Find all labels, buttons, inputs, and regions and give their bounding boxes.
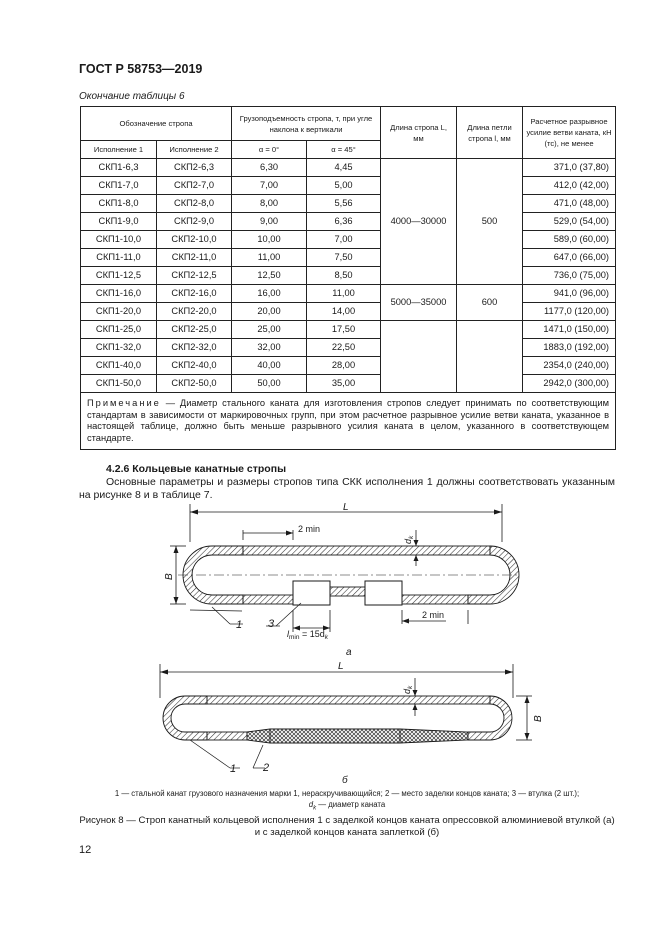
- table-row: [81, 357, 616, 375]
- cell-exec1: СКП1-10,0: [81, 231, 157, 249]
- cell-exec2: СКП2-8,0: [157, 195, 232, 213]
- slings-table: [80, 106, 616, 450]
- cell-angle45: 5,00: [307, 177, 381, 195]
- dim-dk-a: $d_k$: [403, 535, 415, 544]
- cell-angle0: 40,00: [232, 357, 307, 375]
- cell-angle0: 11,00: [232, 249, 307, 267]
- label-3: 3: [268, 618, 275, 630]
- cell-force: 2942,0 (300,00): [523, 375, 616, 393]
- cell-length-l: 600: [457, 285, 523, 321]
- header-designation: Обозначение стропа: [81, 107, 232, 141]
- cell-exec2: СКП2-40,0: [157, 357, 232, 375]
- cell-exec1: СКП1-20,0: [81, 303, 157, 321]
- cell-angle45: 28,00: [307, 357, 381, 375]
- cell-force: 1177,0 (120,00): [523, 303, 616, 321]
- table-row: [81, 159, 616, 177]
- dim-2min-lower: 2 min: [422, 610, 445, 620]
- cell-length-l: 500: [457, 159, 523, 285]
- cell-angle0: 50,00: [232, 375, 307, 393]
- cell-angle45: 22,50: [307, 339, 381, 357]
- header-exec1: Исполнение 1: [81, 141, 157, 159]
- dim-dk-b: $d_k$: [402, 685, 414, 694]
- table-row: [81, 375, 616, 393]
- cell-angle0: 25,00: [232, 321, 307, 339]
- cell-exec2: СКП2-50,0: [157, 375, 232, 393]
- label-1-b: 1: [230, 763, 237, 775]
- cell-exec2: СКП2-11,0: [157, 249, 232, 267]
- cell-angle45: 14,00: [307, 303, 381, 321]
- cell-exec2: СКП2-25,0: [157, 321, 232, 339]
- table-caption: Окончание таблицы 6: [79, 91, 185, 102]
- cell-exec1: СКП1-32,0: [81, 339, 157, 357]
- cell-exec2: СКП2-9,0: [157, 213, 232, 231]
- cell-angle0: 10,00: [232, 231, 307, 249]
- legend-dk: d: [308, 799, 314, 809]
- header-capacity: Грузоподъемность стропа, т, при угле наклона к вертикали: [232, 107, 381, 141]
- table-row: [81, 177, 616, 195]
- subfigure-a-label: а: [346, 647, 352, 658]
- cell-angle45: 7,00: [307, 231, 381, 249]
- cell-exec1: СКП1-25,0: [81, 321, 157, 339]
- note-label: Примечание: [87, 398, 161, 408]
- cell-exec2: СКП2-10,0: [157, 231, 232, 249]
- legend-line-2: [79, 800, 615, 814]
- cell-exec1: СКП1-6,3: [81, 159, 157, 177]
- cell-exec2: СКП2-32,0: [157, 339, 232, 357]
- cell-angle0: 8,00: [232, 195, 307, 213]
- standard-header: ГОСТ Р 58753—2019: [79, 62, 203, 76]
- table-row: [81, 231, 616, 249]
- cell-force: 529,0 (54,00): [523, 213, 616, 231]
- table-row: [81, 213, 616, 231]
- sling-drawing-a: [170, 504, 519, 632]
- cell-angle0: 32,00: [232, 339, 307, 357]
- dim-2min-upper: 2 min: [298, 524, 321, 534]
- header-exec2: Исполнение 2: [157, 141, 232, 159]
- cell-angle0: 12,50: [232, 267, 307, 285]
- cell-exec2: СКП2-16,0: [157, 285, 232, 303]
- cell-exec2: СКП2-6,3: [157, 159, 232, 177]
- cell-angle45: 4,45: [307, 159, 381, 177]
- cell-exec1: СКП1-11,0: [81, 249, 157, 267]
- table-row: [81, 267, 616, 285]
- dim-B-a: B: [164, 573, 175, 580]
- table-note: [81, 393, 616, 450]
- cell-angle45: 17,50: [307, 321, 381, 339]
- cell-exec1: СКП1-16,0: [81, 285, 157, 303]
- cell-force: 1883,0 (192,00): [523, 339, 616, 357]
- section-text: Основные параметры и размеры стропов типа СКК исполнения 1 должны соответствовать указанным на рисунке 8 и в таблице 7.: [79, 476, 615, 501]
- header-force: Расчетное разрывное усилие ветви каната, кН (тс), не менее: [523, 107, 616, 159]
- cell-empty: [457, 321, 523, 393]
- table-row: [81, 285, 616, 303]
- cell-exec1: СКП1-8,0: [81, 195, 157, 213]
- cell-exec1: СКП1-40,0: [81, 357, 157, 375]
- cell-empty: [381, 321, 457, 393]
- cell-angle0: 9,00: [232, 213, 307, 231]
- table-row: [81, 249, 616, 267]
- cell-exec1: СКП1-50,0: [81, 375, 157, 393]
- cell-force: 2354,0 (240,00): [523, 357, 616, 375]
- legend-line-1: 1 — стальной канат грузового назначения марки 1, нераскручивающийся; 2 — место заделки концов каната; 3 — втулка (2 шт.);: [114, 789, 580, 798]
- cell-angle0: 16,00: [232, 285, 307, 303]
- cell-exec1: СКП1-7,0: [81, 177, 157, 195]
- cell-angle0: 7,00: [232, 177, 307, 195]
- page-number: 12: [79, 844, 92, 856]
- section-title: 4.2.6 Кольцевые канатные стропы: [106, 463, 287, 475]
- cell-force: 736,0 (75,00): [523, 267, 616, 285]
- cell-angle0: 6,30: [232, 159, 307, 177]
- cell-angle45: 7,50: [307, 249, 381, 267]
- cell-force: 471,0 (48,00): [523, 195, 616, 213]
- cell-angle45: 8,50: [307, 267, 381, 285]
- header-length-L: Длина стропа L, мм: [381, 107, 457, 159]
- cell-force: 589,0 (60,00): [523, 231, 616, 249]
- figure-legend: [79, 789, 615, 814]
- dim-L-b: L: [338, 661, 344, 672]
- sling-drawing-b: [160, 664, 532, 768]
- label-2: 2: [263, 762, 270, 774]
- cell-exec2: СКП2-20,0: [157, 303, 232, 321]
- header-angle0: α = 0°: [232, 141, 307, 159]
- cell-force: 1471,0 (150,00): [523, 321, 616, 339]
- cell-exec2: СКП2-7,0: [157, 177, 232, 195]
- cell-angle0: 20,00: [232, 303, 307, 321]
- cell-angle45: 35,00: [307, 375, 381, 393]
- cell-force: 371,0 (37,80): [523, 159, 616, 177]
- subfigure-b-label: б: [342, 775, 348, 786]
- table-row: [81, 339, 616, 357]
- cell-exec1: СКП1-9,0: [81, 213, 157, 231]
- figure-caption: Рисунок 8 — Строп канатный кольцевой исполнения 1 с заделкой концов каната опрессовкой алюминиевой втулкой (а) и с заделкой концов каната заплеткой (б): [79, 815, 615, 838]
- legend-dk-text: — диаметр каната: [316, 799, 386, 809]
- label-1-a: 1: [236, 619, 243, 631]
- dim-lmin: $l_{min} = 15d_k$: [287, 629, 329, 641]
- table-row: [81, 303, 616, 321]
- cell-angle45: 6,36: [307, 213, 381, 231]
- dim-B-b: B: [533, 715, 544, 722]
- legend-dk-sub: k: [313, 805, 317, 812]
- cell-angle45: 11,00: [307, 285, 381, 303]
- cell-exec2: СКП2-12,5: [157, 267, 232, 285]
- cell-angle45: 5,56: [307, 195, 381, 213]
- cell-force: 647,0 (66,00): [523, 249, 616, 267]
- header-length-l: Длина петли стропа l, мм: [457, 107, 523, 159]
- note-row: [81, 393, 616, 450]
- header-angle45: α = 45°: [307, 141, 381, 159]
- figure-8: [80, 500, 620, 788]
- note-text: — Диаметр стального каната для изготовления стропов следует принимать по соответствующим стандартам в зависимости от маркировочных групп, при этом расчетное разрывное усилие ветви каната, указанное в настоящей таблице, должно быть меньше разрывного усилия каната в целом, указанного в соответствующем стандарте.: [87, 398, 610, 443]
- cell-force: 412,0 (42,00): [523, 177, 616, 195]
- table-row: [81, 195, 616, 213]
- cell-length-L: 5000—35000: [381, 285, 457, 321]
- cell-exec1: СКП1-12,5: [81, 267, 157, 285]
- cell-length-L: 4000—30000: [381, 159, 457, 285]
- cell-force: 941,0 (96,00): [523, 285, 616, 303]
- dim-L-a: L: [343, 502, 349, 513]
- table-row: [81, 321, 616, 339]
